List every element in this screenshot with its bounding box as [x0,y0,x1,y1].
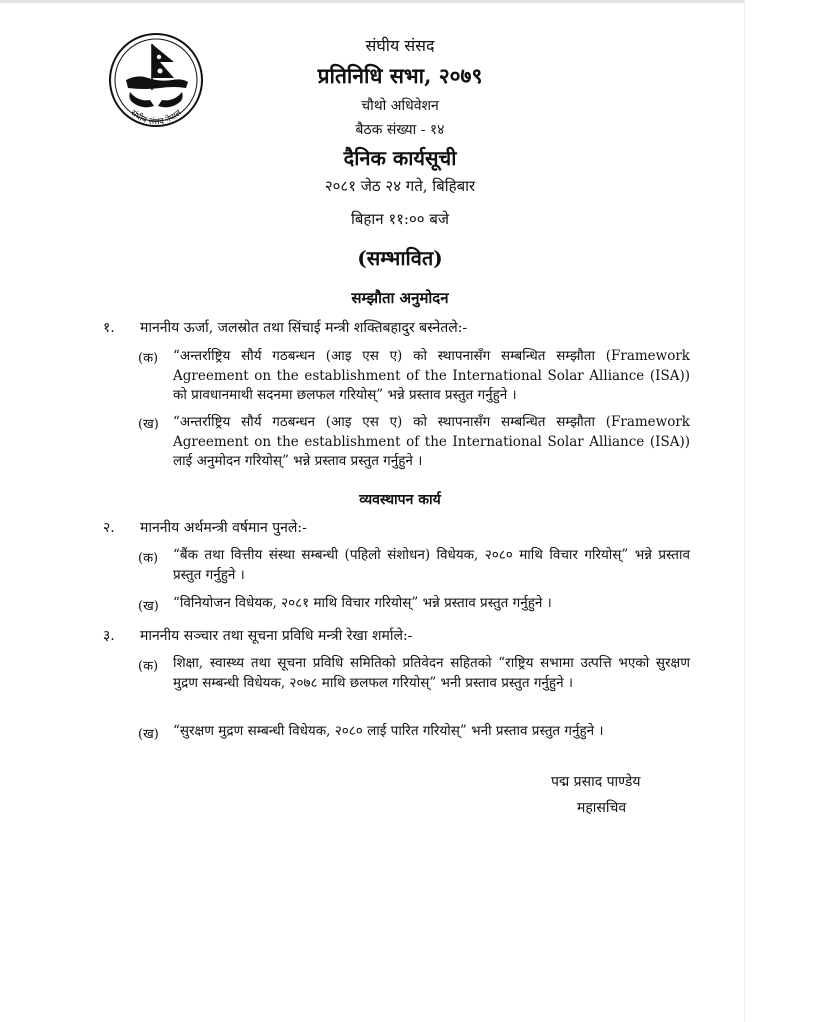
page-title: दैनिक कार्यसूची [343,146,457,170]
sub-item-text: “अन्तर्राष्ट्रिय सौर्य गठबन्धन (आइ एस ए) को स्थापनासँग सम्बन्धित सम्झौता (Framework Agreement on the establishment of the International Solar Alliance (ISA)) को प्रावधानमाथी सदनमा छलफल गरियोस्” भन्ने प्रस्ताव प्रस्तुत गर्नुहुने । [173,348,690,403]
sub-item-label: (क) [138,351,159,366]
sub-item-text: “सुरक्षण मुद्रण सम्बन्धी विधेयक, २०८० लाई पारित गरियोस्” भनी प्रस्ताव प्रस्तुत गर्नुहुने । [173,723,604,739]
sub-item-label: (क) [138,659,159,674]
sub-item-text: “बैंक तथा वित्तीय संस्था सम्बन्धी (पहिलो संशोधन) विधेयक, २०८० माथि विचार गरियोस्” भन्ने प्रस्ताव प्रस्तुत गर्नुहुने । [173,547,690,583]
section-title-agreement: सम्झौता अनुमोदन [351,289,449,307]
page-right-border [744,0,745,1022]
svg-text:संघीय संसद नेपाल [128,107,184,127]
page-top-border [0,0,745,3]
parliament-emblem-icon [108,30,204,136]
parliament-name: संघीय संसद [365,36,435,55]
emblem-caption: संघीय संसद नेपाल [128,108,184,128]
sub-item-label: (ख) [138,727,159,742]
sub-item-text: “विनियोजन विधेयक, २०८१ माथि विचार गरियोस्” भन्ने प्रस्ताव प्रस्तुत गर्नुहुने । [173,595,552,611]
session-label: चौथो अधिवेशन [361,98,439,114]
sub-item-text: “अन्तर्राष्ट्रिय सौर्य गठबन्धन (आइ एस ए) को स्थापनासँग सम्बन्धित सम्झौता (Framework Agreement on the establishment of the International Solar Alliance (ISA)) लाई अनुमोदन गरियोस्” भन्ने प्रस्ताव प्रस्तुत गर्नुहुने । [173,414,690,469]
item-text: माननीय अर्थमन्त्री वर्षमान पुनले:- [140,520,307,536]
sub-item-label: (ख) [138,417,159,432]
sub-item-text: शिक्षा, स्वास्थ्य तथा सूचना प्रविधि समितिको प्रतिवेदन सहितको “राष्ट्रिय सभामा उत्पत्ति भएको सुरक्षण मुद्रण सम्बन्धी विधेयक, २०७८ माथि छलफल गरियोस्” भनी प्रस्ताव प्रस्तुत गर्नुहुने । [173,655,690,691]
status-label: (सम्भावित) [357,246,443,270]
signatory-name: पद्म प्रसाद पाण्डेय [551,774,641,790]
meeting-number: बैठक संख्या - १४ [355,122,445,138]
item-text: माननीय ऊर्जा, जलस्रोत तथा सिंचाई मन्त्री शक्तिबहादुर बस्नेतले:- [140,320,468,336]
item-text: माननीय सञ्चार तथा सूचना प्रविधि मन्त्री रेखा शर्माले:- [140,628,413,644]
item-number: १. [103,320,115,336]
meeting-time: बिहान ११:०० बजे [350,210,450,228]
item-number: ३. [103,628,115,644]
item-number: २. [103,520,115,536]
house-title: प्रतिनिधि सभा, २०७९ [317,63,483,88]
sub-item-label: (ख) [138,599,159,614]
meeting-date: २०८१ जेठ २४ गते, बिहिबार [324,177,476,195]
section-title-legislation: व्यवस्थापन कार्य [359,492,441,508]
sub-item-label: (क) [138,551,159,566]
signatory-title: महासचिव [577,800,627,816]
